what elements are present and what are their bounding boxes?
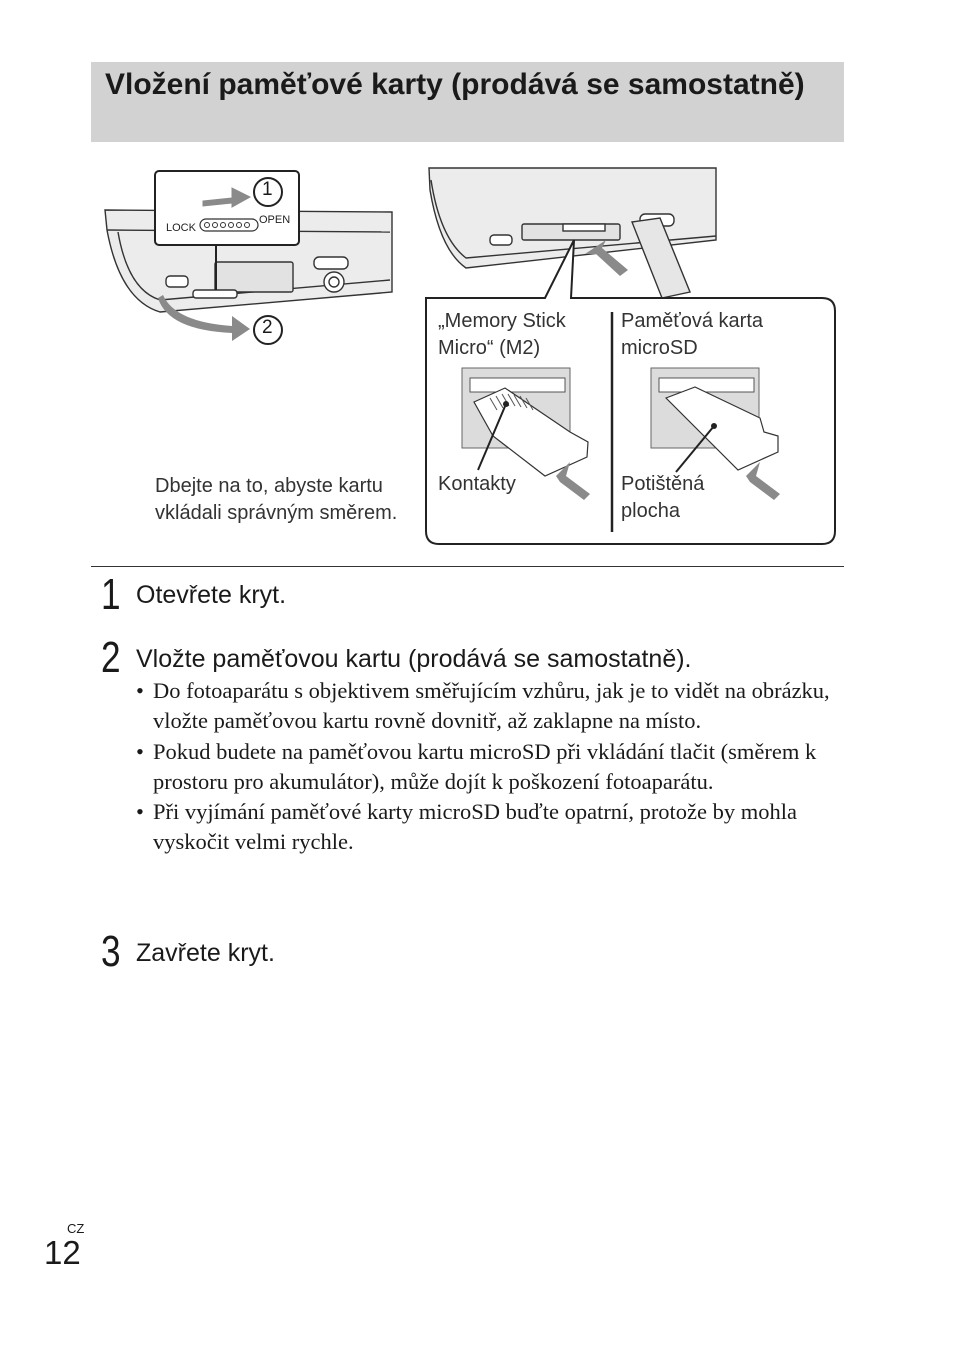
list-item: • Při vyjímání paměťové karty microSD buďte opatrní, protože by mohla vyskočit velmi rychle. bbox=[136, 799, 798, 855]
lock-label: LOCK bbox=[166, 222, 196, 234]
step-1-number: 1 bbox=[101, 570, 121, 619]
step-2-bullets bbox=[136, 676, 846, 858]
callout-number-1: 1 bbox=[262, 179, 273, 200]
step-2-number: 2 bbox=[101, 633, 121, 682]
open-label: OPEN bbox=[259, 214, 291, 226]
microsd-panel-title: Paměťová karta microSD bbox=[621, 310, 764, 359]
step-3-number: 3 bbox=[101, 927, 121, 976]
m2-panel-title: „Memory Stick Micro“ (M2) bbox=[438, 310, 566, 359]
step-3-text: Zavřete kryt. bbox=[136, 939, 275, 967]
section-divider bbox=[91, 566, 844, 567]
m2-contacts-label: Kontakty bbox=[438, 473, 516, 495]
language-code: CZ bbox=[67, 1221, 85, 1236]
list-item: • Do fotoaparátu s objektivem směřujícím vzhůru, jak je to vidět na obrázku, vložte paměťovou kartu rovně dovnitř, až zaklapne na místo. bbox=[136, 678, 830, 734]
callout-number-2: 2 bbox=[262, 317, 273, 338]
section-title: Vložení paměťové karty (prodává se samostatně) bbox=[105, 68, 805, 101]
microsd-printed-side-label: Potištěná plocha bbox=[621, 473, 705, 522]
step-2-text: Vložte paměťovou kartu (prodává se samostatně). bbox=[136, 645, 692, 673]
orientation-note: Dbejte na to, abyste kartu vkládali správným směrem. bbox=[155, 475, 398, 524]
illustration bbox=[0, 0, 954, 560]
page-number: 12 bbox=[44, 1234, 81, 1271]
list-item: • Pokud budete na paměťovou kartu microSD při vkládání tlačit (směrem k prostoru pro akumulátor), může dojít k poškození fotoaparátu. bbox=[136, 738, 817, 794]
step-1-text: Otevřete kryt. bbox=[136, 581, 287, 609]
